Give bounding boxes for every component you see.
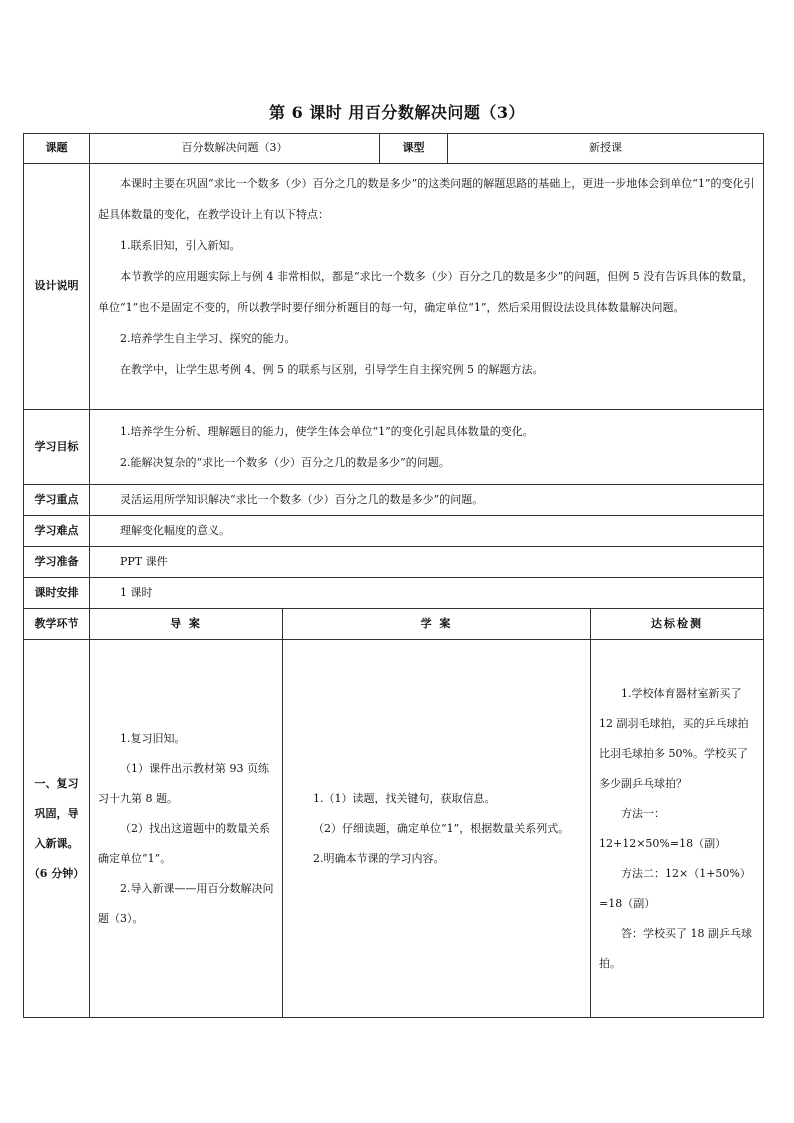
- design-label: 设计说明: [24, 164, 90, 410]
- stage-line: 入新课。: [34, 836, 79, 850]
- guide-column-header: 导 案: [90, 609, 283, 640]
- study-cell: [283, 640, 591, 1018]
- check-item: 方法二：12×（1+50%）=18（副）: [599, 866, 751, 910]
- stage-column-header: 教学环节: [24, 609, 90, 640]
- schedule-label: 课时安排: [24, 578, 90, 609]
- design-paragraph: 在教学中，让学生思考例 4、例 5 的联系与区别，引导学生自主探究例 5 的解题方法。: [120, 363, 544, 376]
- stage-cell: [24, 640, 90, 1018]
- check-item: 方法一：12+12×50%=18（副）: [599, 806, 727, 850]
- row-key-point: [24, 485, 764, 516]
- key-point-value: 灵活运用所学知识解决“求比一个数多（少）百分之几的数是多少”的问题。: [90, 485, 764, 516]
- row-column-headers: [24, 609, 764, 640]
- guide-item: （1）课件出示教材第 93 页练习十九第 8 题。: [98, 761, 269, 805]
- design-content: [90, 164, 764, 410]
- objectives-label: 学习目标: [24, 410, 90, 485]
- guide-item: 2.导入新课——用百分数解决问题（3）。: [98, 881, 274, 925]
- difficulty-label: 学习难点: [24, 516, 90, 547]
- check-item: 答：学校买了 18 副乒乓球拍。: [599, 926, 752, 970]
- guide-item: （2）找出这道题中的数量关系确定单位“1”。: [98, 821, 270, 865]
- guide-item: 1.复习旧知。: [120, 731, 186, 745]
- preparation-value: PPT 课件: [90, 547, 764, 578]
- check-cell: [591, 640, 764, 1018]
- schedule-value: 1 课时: [90, 578, 764, 609]
- design-paragraph: 本节教学的应用题实际上与例 4 非常相似，都是“求比一个数多（少）百分之几的数是多少”的问题，但例 5 没有告诉具体的数量，单位“1”也不是固定不变的，所以教学时要仔细分析题目的每一句，确定单位“1”，然后采用假设法设具体数量解决问题。: [98, 270, 754, 314]
- type-label: 课型: [380, 134, 448, 164]
- topic-label: 课题: [24, 134, 90, 164]
- study-item: 1.（1）读题，找关键句，获取信息。: [313, 791, 496, 805]
- row-schedule: [24, 578, 764, 609]
- check-item: 1.学校体育器材室新买了12 副羽毛球拍，买的乒乓球拍比羽毛球拍多 50%。学校买了多少副乒乓球拍？: [599, 686, 749, 790]
- lesson-plan-table: [23, 133, 764, 1018]
- stage-line: 一、复习: [34, 776, 79, 790]
- row-topic: [24, 134, 764, 164]
- row-design: [24, 164, 764, 410]
- study-item: （2）仔细读题，确定单位“1”，根据数量关系列式。: [313, 821, 570, 835]
- stage-line: （6 分钟）: [28, 866, 85, 880]
- type-value: 新授课: [448, 134, 764, 164]
- row-difficulty: [24, 516, 764, 547]
- objectives-content: [90, 410, 764, 485]
- preparation-label: 学习准备: [24, 547, 90, 578]
- stage-line: 巩固，导: [34, 806, 79, 820]
- design-paragraph: 2.培养学生自主学习、探究的能力。: [120, 332, 296, 345]
- row-section-1: [24, 640, 764, 1018]
- page-title: 第 6 课时 用百分数解决问题（3）: [269, 103, 525, 122]
- objective-item: 2.能解决复杂的“求比一个数多（少）百分之几的数是多少”的问题。: [120, 456, 450, 469]
- key-point-label: 学习重点: [24, 485, 90, 516]
- row-objectives: [24, 410, 764, 485]
- design-paragraph: 本课时主要在巩固“求比一个数多（少）百分之几的数是多少”的这类问题的解题思路的基础上，更进一步地体会到单位“1”的变化引起具体数量的变化，在教学设计上有以下特点：: [98, 177, 755, 221]
- objective-item: 1.培养学生分析、理解题目的能力，使学生体会单位“1”的变化引起具体数量的变化。: [120, 425, 534, 438]
- study-item: 2.明确本节课的学习内容。: [313, 851, 445, 865]
- topic-value: 百分数解决问题（3）: [90, 134, 380, 164]
- study-column-header: 学 案: [283, 609, 591, 640]
- check-column-header: 达标检测: [591, 609, 764, 640]
- guide-cell: [90, 640, 283, 1018]
- design-paragraph: 1.联系旧知，引入新知。: [120, 239, 241, 252]
- difficulty-value: 理解变化幅度的意义。: [90, 516, 764, 547]
- row-preparation: [24, 547, 764, 578]
